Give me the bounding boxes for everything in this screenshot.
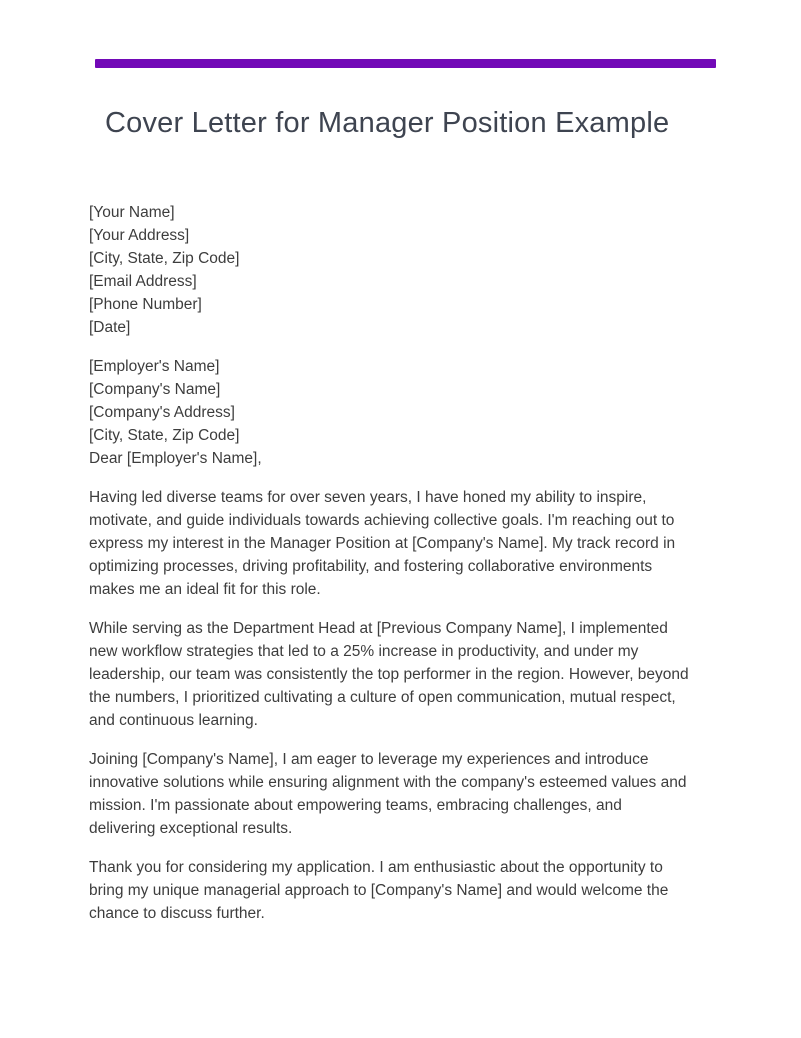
sender-name-line: [Your Name]: [89, 204, 175, 221]
company-address-line: [Company's Address]: [89, 404, 235, 421]
sender-email-line: [Email Address]: [89, 273, 197, 290]
sender-address-line: [Your Address]: [89, 227, 190, 244]
body-paragraph-1: Having led diverse teams for over seven years, I have honed my ability to inspire, motivate, and guide individuals towards achieving collective goals. I'm reaching out to express my interest in the Manager Position at [Company's Name]. My track record in optimizing processes, driving profitability, and fostering collaborative environments makes me an ideal fit for this role.: [89, 489, 676, 598]
sender-block: [89, 201, 690, 339]
company-city-line: [City, State, Zip Code]: [89, 427, 240, 444]
body-paragraph-4: Thank you for considering my application. I am enthusiastic about the opportunity to bring my unique managerial approach to [Company's Name] and would welcome the chance to discuss further.: [89, 859, 669, 922]
sender-city-line: [City, State, Zip Code]: [89, 250, 240, 267]
company-name-line: [Company's Name]: [89, 381, 221, 398]
page-title: Cover Letter for Manager Position Example: [105, 107, 670, 139]
sender-phone-line: [Phone Number]: [89, 296, 202, 313]
body-paragraph-3: Joining [Company's Name], I am eager to leverage my experiences and introduce innovative solutions while ensuring alignment with the company's esteemed values and mission. I'm passionate about empowering teams, embracing challenges, and delivering exceptional results.: [89, 751, 687, 837]
employer-name-line: [Employer's Name]: [89, 358, 220, 375]
recipient-block: [89, 355, 690, 470]
top-accent-bar: [95, 59, 716, 68]
sender-date-line: [Date]: [89, 319, 131, 336]
letter-body: [89, 201, 690, 925]
salutation-line: Dear [Employer's Name],: [89, 450, 262, 467]
body-paragraph-2: While serving as the Department Head at [Previous Company Name], I implemented new workflow strategies that led to a 25% increase in productivity, and under my leadership, our team was consistently the top performer in the region. However, beyond the numbers, I prioritized cultivating a culture of open communication, mutual respect, and continuous learning.: [89, 620, 689, 729]
